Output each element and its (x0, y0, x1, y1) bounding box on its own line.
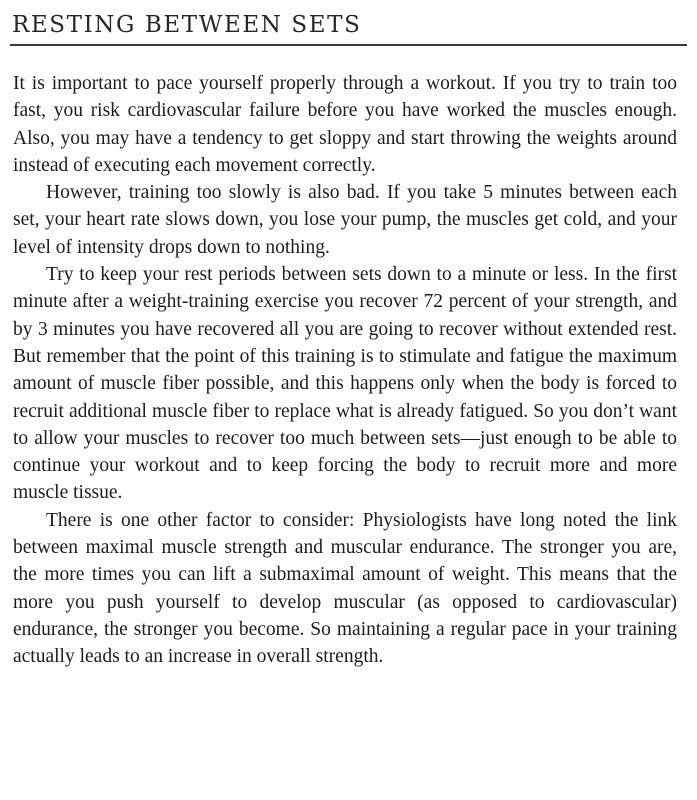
heading-rule (10, 44, 687, 46)
paragraph-rest-periods: Try to keep your rest periods between sets down to a minute or less. In the first minute after a weight-training exercise you recover 72 percent of your strength, and by 3 minutes you have recovered all you are going to recover without extended rest. But remember that the point of this training is to stimulate and fatigue the maximum amount of muscle fiber possible, and this happens only when the body is forced to recruit additional muscle fiber to replace what is already fatigued. So you don’t want to allow your muscles to recover too much between sets—just enough to be able to continue your workout and to keep forcing the body to recruit more and more muscle tissue. (13, 264, 677, 504)
paragraph-endurance: There is one other factor to consider: Physiologists have long noted the link between maximal muscle strength and muscular endurance. The stronger you are, the more times you can lift a submaximal amount of weight. This means that the more you push yourself to develop muscular (as opposed to cardiovascular) endurance, the stronger you become. So maintaining a regular pace in your training actually leads to an increase in overall strength. (13, 509, 677, 668)
paragraph-too-slow: However, training too slowly is also bad. If you take 5 minutes between each set, your heart rate slows down, you lose your pump, the muscles get cold, and your level of intensity drops down to nothing. (13, 182, 677, 258)
paragraph-pacing: It is important to pace yourself properly through a workout. If you try to train too fast, you risk cardiovascular failure before you have worked the muscles enough. Also, you may have a tendency to get sloppy and start throwing the weights around instead of executing each movement correctly. (13, 73, 677, 176)
body-text (13, 70, 677, 671)
section-heading: RESTING BETWEEN SETS (12, 12, 362, 38)
